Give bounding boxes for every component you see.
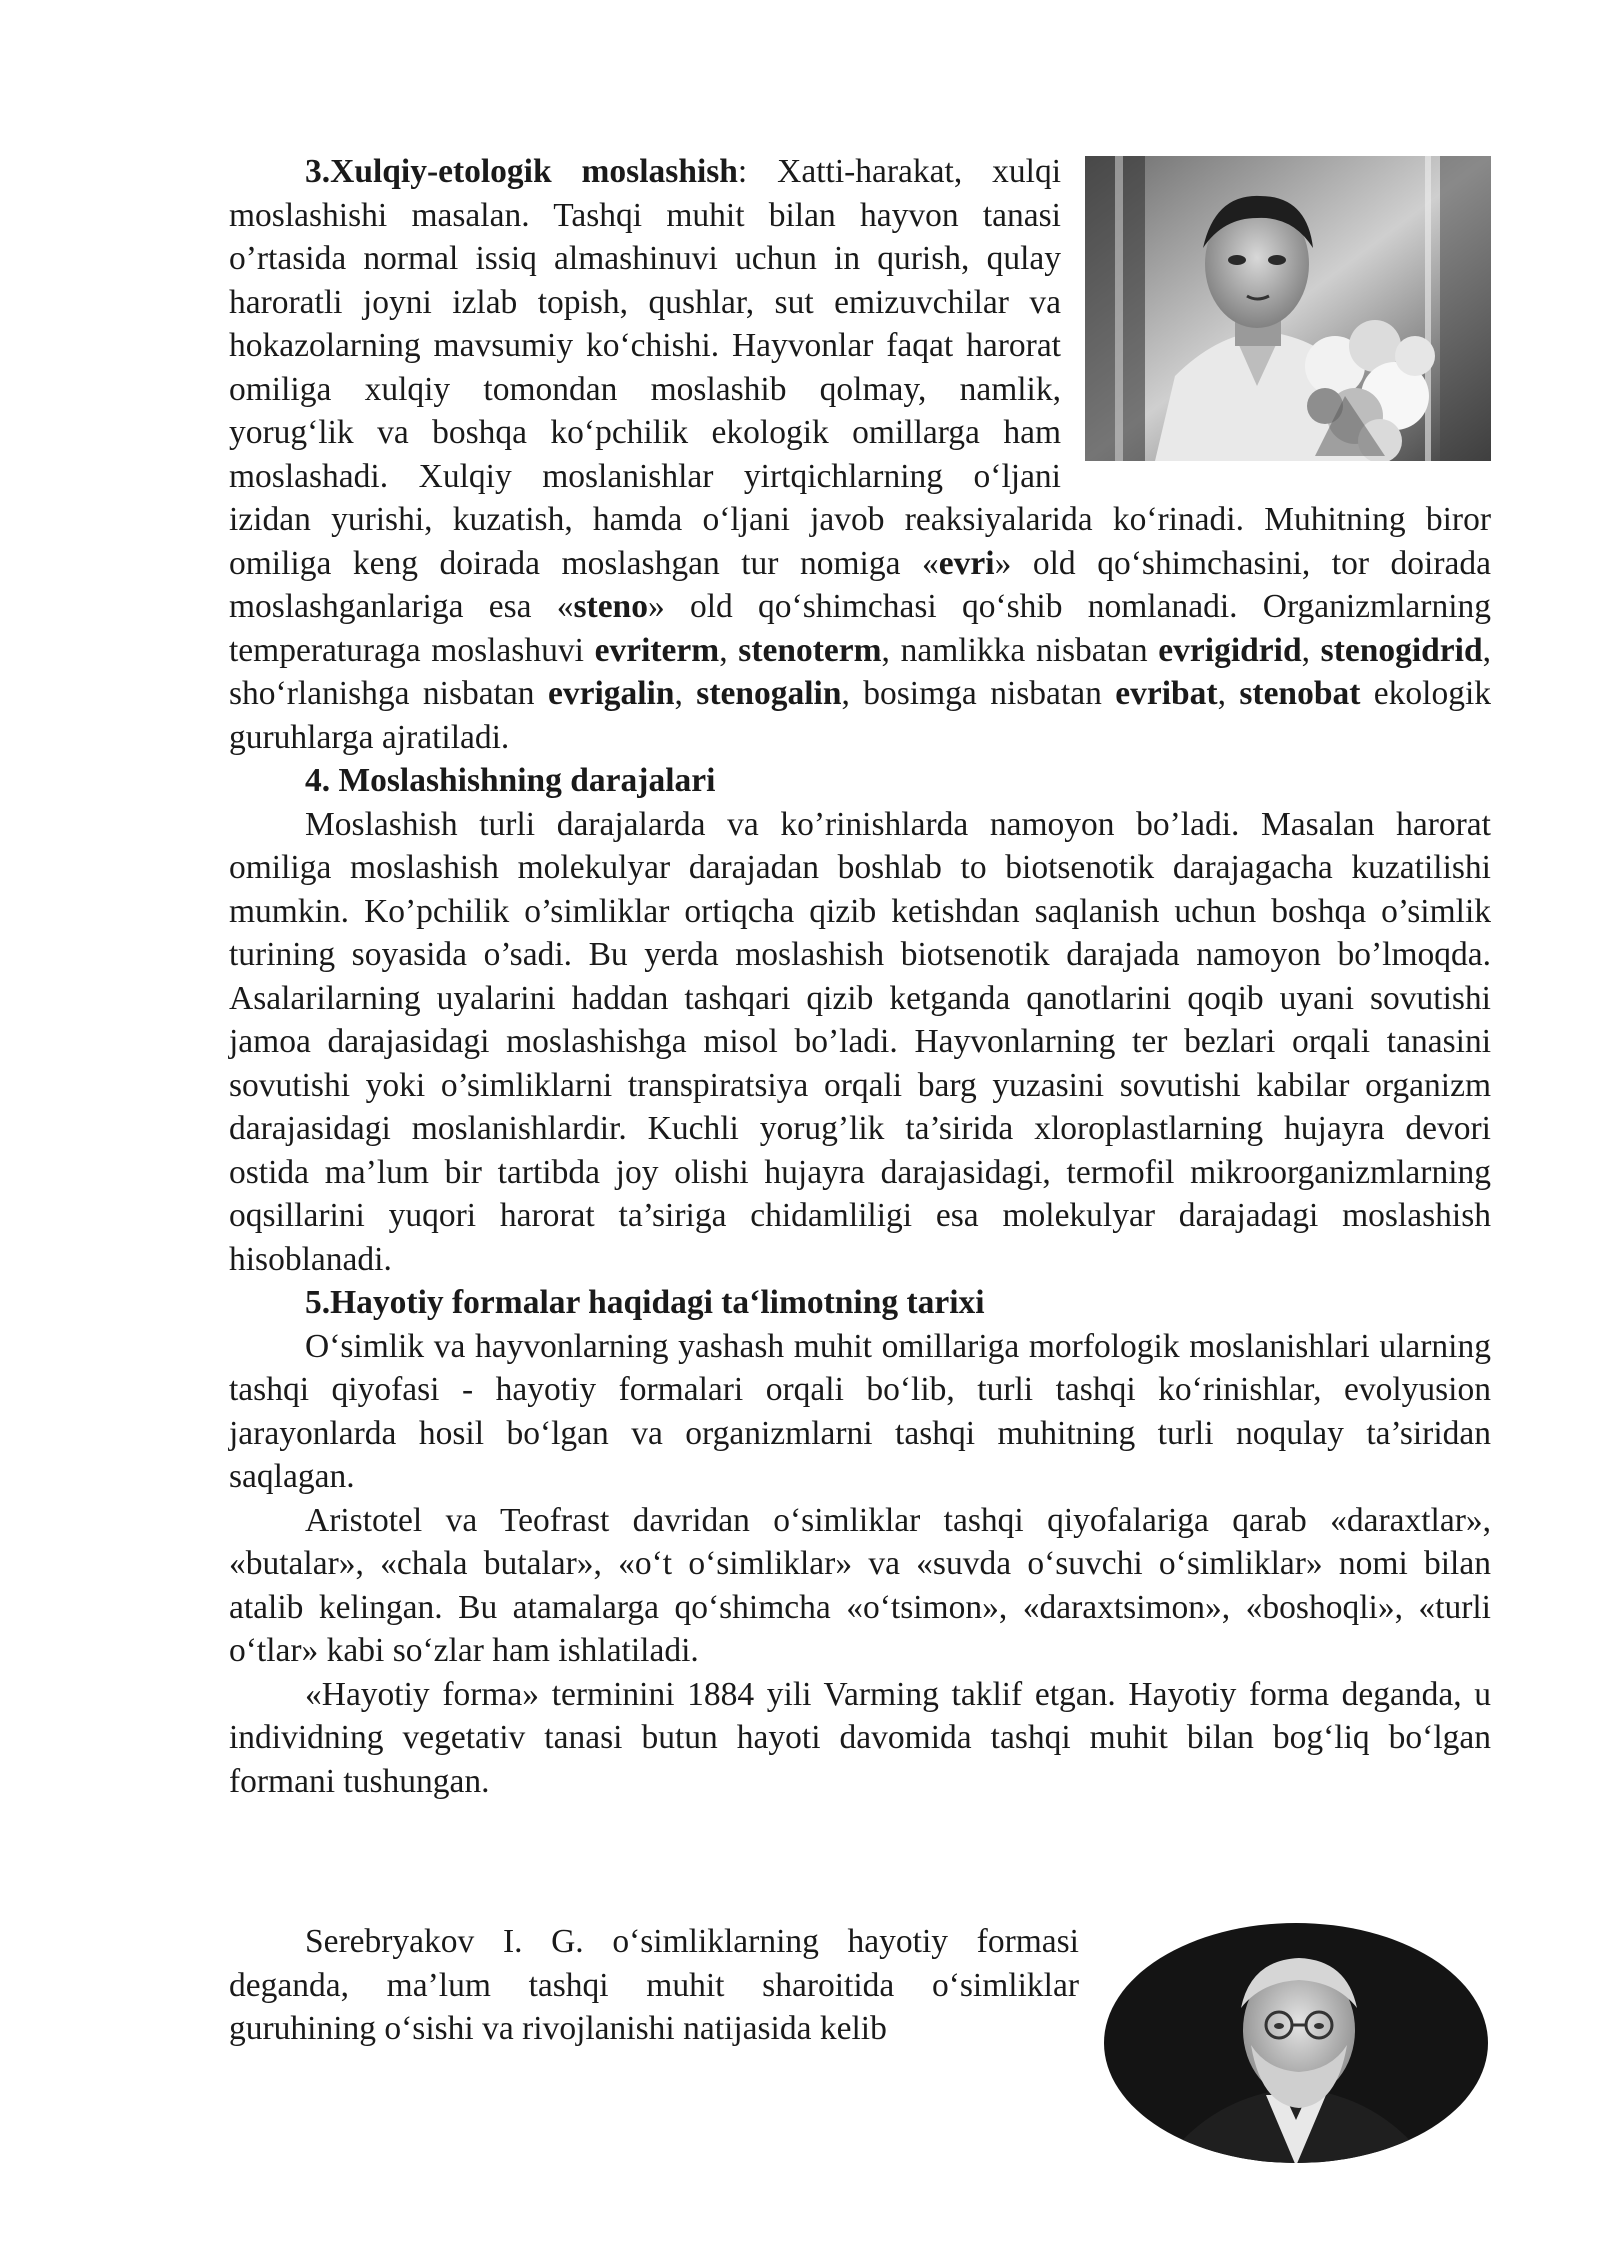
- portrait-elderly-man-icon: [1101, 1920, 1491, 2166]
- term-evribat: evribat: [1115, 675, 1218, 712]
- section3-heading-title: Xulqiy-etologik moslashish: [330, 153, 738, 190]
- section3-heading-number: 3.: [305, 153, 331, 190]
- portrait-photo-2: [1101, 1920, 1491, 2166]
- term-stenogidrid: stenogidrid: [1320, 631, 1483, 669]
- document-page: [229, 150, 1491, 2166]
- section5-paragraph-2: Aristotel va Teofrast davridan o‘simliklar tashqi qiyofalariga qarab «daraxtlar», «butalar», «chala butalar», «o‘t o‘simliklar» va «suvda o‘suvchi o‘simliklar» nomi bilan atalib kelingan. Bu atamalarga qo‘shimcha «o‘tsimon», «daraxtsimon», «boshoqli», «turli o‘tlar» kabi so‘zlar ham ishlatiladi.: [229, 1501, 1491, 1669]
- term-evri: evri: [938, 544, 995, 582]
- section3-text: ,: [1217, 675, 1240, 712]
- section3-text: ,: [719, 631, 739, 669]
- section5-heading: 5.Hayotiy formalar haqidagi ta‘limotning tarixi: [305, 1284, 985, 1321]
- section3-text: ,: [1301, 631, 1321, 669]
- term-evriterm: evriterm: [594, 631, 720, 669]
- section3-text: » old qo‘shimchasi qo‘shib nomlanadi. Organizmlarning temperaturaga moslashuvi: [229, 588, 1491, 669]
- section4-paragraph: Moslashish turli darajalarda va ko’rinishlarda namoyon bo’ladi. Masalan harorat omiliga moslashish molekulyar darajadan boshlab to biotsenotik darajagacha kuzatilishi mumkin. Ko’pchilik o’simliklar ortiqcha qizib ketishdan saqlanish uchun boshqa o’simlik turining soyasida o’sadi. Bu yerda moslashish biotsenotik darajada namoyon bo’lmoqda. Asalarilarning uyalarini haddan tashqari qizib ketganda qanotlarini qoqib uyani sovutishi jamoa darajasidagi moslashishga misol bo’ladi. Hayvonlarning ter bezlari orqali tanasini sovutishi yoki o’simliklarni transpiratsiya orqali barg yuzasini sovutishi kabilar organizm darajasidagi moslanishlardir. Kuchli yorug’lik ta’sirida xloroplastlarning hujayra devori ostida ma’lum bir tartibda joy olishi hujayra darajasidagi, termofil mikroorganizmlarning oqsillarini yuqori harorat ta’siriga chidamliligi esa molekulyar darajadagi moslashish hisoblanadi.: [229, 805, 1491, 1278]
- section3-text: ekologik guruhlarga ajratiladi.: [229, 675, 1491, 756]
- term-evrigalin: evrigalin: [547, 675, 675, 712]
- section3-paragraph: [229, 150, 1491, 759]
- section5-paragraph-4: Serebryakov I. G. o‘simliklarning hayotiy formasi deganda, ma’lum tashqi muhit sharoitida o‘simliklar guruhining o‘sishi va rivojlanishi natijasida kelib: [229, 1923, 1079, 2047]
- section3-text: , sho‘rlanishga nisbatan: [229, 631, 1491, 712]
- section3-heading-colon: :: [737, 153, 748, 190]
- section3-text: , bosimga nisbatan: [841, 675, 1116, 712]
- portrait-photo-1: [1085, 156, 1491, 461]
- term-stenogalin: stenogalin: [696, 675, 842, 712]
- term-evrigidrid: evrigidrid: [1158, 631, 1302, 669]
- term-steno: steno: [573, 588, 648, 625]
- portrait-man-flowers-icon: [1085, 156, 1491, 461]
- section5-paragraph-1: O‘simlik va hayvonlarning yashash muhit omillariga morfologik moslanishlari ularning tashqi qiyofasi - hayotiy formalari orqali bo‘lib, turli tashqi ko‘rinishlar, evolyusion jarayonlarda hosil bo‘lgan va organizmlarni tashqi muhitning turli noqulay ta’siridan saqlagan.: [229, 1327, 1491, 1495]
- spacer: [229, 1803, 1491, 1920]
- section4-heading: 4. Moslashishning darajalari: [305, 762, 716, 799]
- section3-text: ,: [674, 675, 697, 712]
- term-stenoterm: stenoterm: [738, 631, 882, 669]
- section3-text: » old qo‘shimchasini, tor doirada moslashganlariga esa «: [229, 544, 1491, 625]
- section5-paragraph-3: «Hayotiy forma» terminini 1884 yili Varming taklif etgan. Hayotiy forma deganda, u individning vegetativ tanasi butun hayoti davomida tashqi muhit bilan bog‘liq bo‘lgan formani tushungan.: [229, 1675, 1491, 1800]
- section3-intro-text: Xatti-harakat, xulqi moslashishi masalan. Tashqi muhit bilan hayvon tanasi o’rtasida normal issiq almashinuvi uchun in qurish, qulay haroratli joyni izlab topish, qushlar, sut emizuvchilar va hokazolarning mavsumiy ko‘chishi. Hayvonlar faqat harorat omiliga xulqiy tomondan moslashib qolmay, namlik, yorug‘lik va boshqa ko‘pchilik ekologik omillarga ham moslashadi. Xulqiy moslanishlar yirtqichlarning o‘ljani izidan yurishi, kuzatish, hamda o‘ljani javob reaksiyalarida ko‘rinadi. Muhitning biror omiliga keng doirada moslashgan tur nomiga «: [229, 153, 1491, 582]
- section5-last-block: [229, 1920, 1491, 2051]
- section3-text: , namlikka nisbatan: [881, 631, 1159, 669]
- term-stenobat: stenobat: [1239, 675, 1361, 712]
